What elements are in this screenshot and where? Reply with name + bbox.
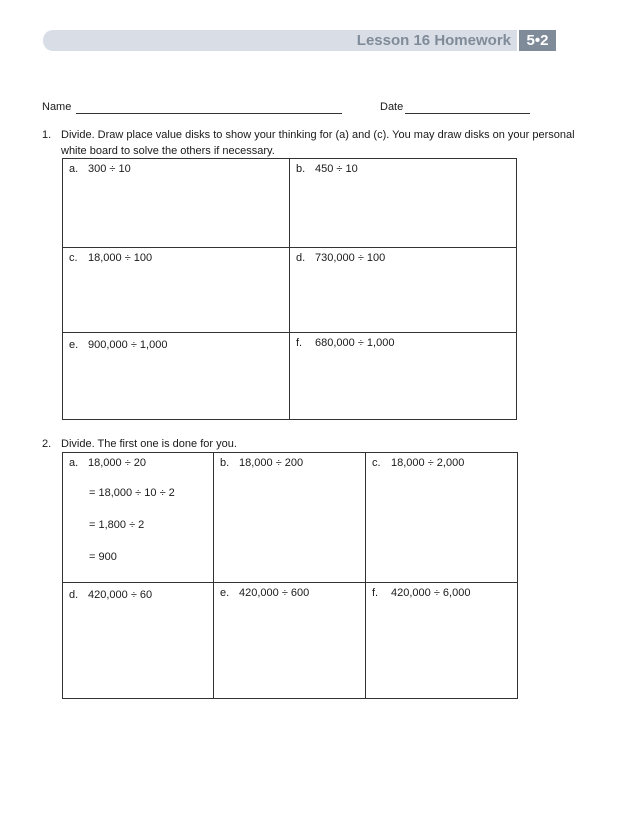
problem-letter: c. xyxy=(372,457,381,469)
date-field[interactable] xyxy=(405,113,530,114)
problem-letter: d. xyxy=(296,252,306,264)
answer-box-e[interactable] xyxy=(63,333,290,420)
problem-expression: 420,000 ÷ 60 xyxy=(88,589,153,601)
answer-box-e[interactable] xyxy=(214,583,366,699)
name-label: Name xyxy=(42,101,72,113)
answer-box-b[interactable] xyxy=(290,159,517,248)
name-field[interactable] xyxy=(76,113,342,114)
problem-letter: d. xyxy=(69,589,79,601)
worked-step: = 900 xyxy=(89,551,117,563)
problem-expression: 18,000 ÷ 100 xyxy=(88,252,153,264)
worked-step: = 1,800 ÷ 2 xyxy=(89,519,145,531)
q2-answer-grid xyxy=(62,452,518,699)
answer-box-b[interactable] xyxy=(214,453,366,583)
question-number: 2. xyxy=(42,438,52,450)
answer-box-a[interactable] xyxy=(63,159,290,248)
problem-letter: b. xyxy=(220,457,230,469)
lesson-title: Lesson 16 Homework xyxy=(356,32,511,49)
answer-box-f[interactable] xyxy=(366,583,518,699)
module-badge: 5•2 xyxy=(519,30,556,51)
problem-expression: 18,000 ÷ 2,000 xyxy=(391,457,465,469)
problem-expression: 900,000 ÷ 1,000 xyxy=(88,339,168,351)
problem-letter: c. xyxy=(69,252,78,264)
question-instructions: Divide. Draw place value disks to show your thinking for (a) and (c). You may draw disks on your personal xyxy=(61,129,575,141)
problem-letter: e. xyxy=(69,339,79,351)
problem-letter: f. xyxy=(296,337,303,349)
question-instructions-cont: white board to solve the others if necessary. xyxy=(61,145,275,157)
problem-letter: e. xyxy=(220,587,230,599)
worked-step: = 18,000 ÷ 10 ÷ 2 xyxy=(89,487,175,499)
date-label: Date xyxy=(380,101,404,113)
problem-expression: 420,000 ÷ 600 xyxy=(239,587,310,599)
problem-expression: 18,000 ÷ 20 xyxy=(88,457,147,469)
problem-letter: b. xyxy=(296,163,306,175)
question-1 xyxy=(42,127,602,161)
answer-box-a[interactable] xyxy=(63,453,214,583)
problem-letter: a. xyxy=(69,163,79,175)
answer-box-d[interactable] xyxy=(290,248,517,333)
problem-expression: 450 ÷ 10 xyxy=(315,163,358,175)
problem-letter: a. xyxy=(69,457,79,469)
question-number: 1. xyxy=(42,129,52,141)
answer-box-c[interactable] xyxy=(366,453,518,583)
answer-box-d[interactable] xyxy=(63,583,214,699)
problem-expression: 18,000 ÷ 200 xyxy=(239,457,304,469)
problem-expression: 680,000 ÷ 1,000 xyxy=(315,337,395,349)
problem-expression: 420,000 ÷ 6,000 xyxy=(391,587,471,599)
header-bar xyxy=(43,30,517,51)
question-instructions: Divide. The first one is done for you. xyxy=(61,438,237,450)
question-2 xyxy=(42,436,602,452)
problem-expression: 300 ÷ 10 xyxy=(88,163,131,175)
problem-letter: f. xyxy=(372,587,379,599)
answer-box-c[interactable] xyxy=(63,248,290,333)
q1-answer-grid xyxy=(62,158,517,420)
problem-expression: 730,000 ÷ 100 xyxy=(315,252,386,264)
answer-box-f[interactable] xyxy=(290,333,517,420)
